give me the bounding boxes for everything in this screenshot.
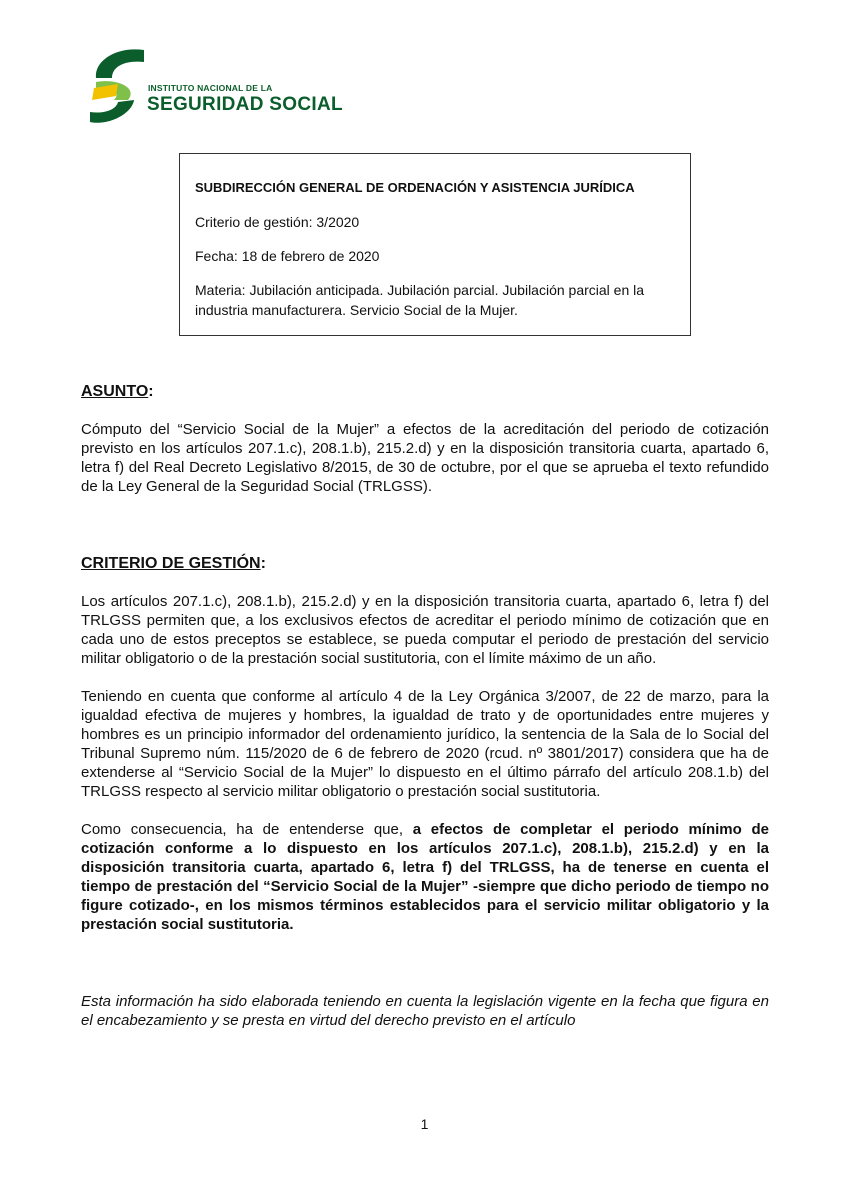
inss-logo-icon	[88, 48, 148, 126]
document-body	[81, 382, 769, 1030]
header-title: SUBDIRECCIÓN GENERAL DE ORDENACIÓN Y ASISTENCIA JURÍDICA	[195, 180, 635, 195]
header-fecha: Fecha: 18 de febrero de 2020	[195, 248, 380, 264]
header-materia: Materia: Jubilación anticipada. Jubilación parcial. Jubilación parcial en la industria manufacturera. Servicio Social de la Mujer.	[195, 282, 645, 318]
criterio-paragraph-2: Teniendo en cuenta que conforme al artículo 4 de la Ley Orgánica 3/2007, de 22 de marzo, para la igualdad efectiva de mujeres y hombres, la igualdad de trato y de oportunidades entre mujeres y hombres es un principio informador del ordenamiento jurídico, la sentencia de la Sala de lo Social del Tribunal Supremo núm. 115/2020 de 6 de febrero de 2020 (rcud. nº 3801/2017) considera que ha de extenderse al “Servicio Social de la Mujer” lo dispuesto en el último párrafo del artículo 208.1.b) del TRLGSS respecto al servicio militar obligatorio o prestación social sustitutoria.	[81, 688, 769, 800]
criterio-paragraph-3: Como consecuencia, ha de entenderse que, a efectos de completar el periodo mínimo de cotización conforme a lo dispuesto en los artículos 207.1.c), 208.1.b), 215.2.d) y en la disposición transitoria cuarta, apartado 6, letra f) del TRLGSS, ha de tenerse en cuenta el tiempo de prestación del “Servicio Social de la Mujer” -siempre que dicho periodo de tiempo no figure cotizado-, en los mismos términos establecidos para el servicio militar obligatorio y la prestación social sustitutoria.	[81, 821, 769, 933]
logo-line-1: INSTITUTO NACIONAL DE LA	[148, 83, 273, 93]
asunto-heading: ASUNTO:	[81, 383, 154, 400]
asunto-text: Cómputo del “Servicio Social de la Mujer” a efectos de la acreditación del periodo de cotización previsto en los artículos 207.1.c), 208.1.b), 215.2.d) y en la disposición transitoria cuarta, apartado 6, letra f) del Real Decreto Legislativo 8/2015, de 30 de octubre, por el que se aprueba el texto refundido de la Ley General de la Seguridad Social (TRLGSS).	[81, 421, 769, 495]
criterio-paragraph-1: Los artículos 207.1.c), 208.1.b), 215.2.d) y en la disposición transitoria cuarta, apartado 6, letra f) del TRLGSS permiten que, a los exclusivos efectos de acreditar el periodo mínimo de cotización que en cada uno de estos preceptos se establece, se pueda computar el periodo de prestación del servicio militar obligatorio o de la prestación social sustitutoria, con el límite máximo de un año.	[81, 593, 769, 667]
footnote-text: Esta información ha sido elaborada teniendo en cuenta la legislación vigente en la fecha que figura en el encabezamiento y se presta en virtud del derecho previsto en el artículo	[81, 993, 769, 1029]
criterio-heading: CRITERIO DE GESTIÓN:	[81, 555, 266, 572]
header-criterio: Criterio de gestión: 3/2020	[195, 214, 360, 230]
inss-logo	[88, 48, 348, 128]
page-number: 1	[420, 1116, 429, 1132]
criterio-bold-text: a efectos de completar el periodo mínimo de cotización conforme a lo dispuesto en los artículos 207.1.c), 208.1.b), 215.2.d) y en la disposición transitoria cuarta, apartado 6, letra f) del TRLGSS, ha de tenerse en cuenta el tiempo de prestación del “Servicio Social de la Mujer” -siempre que dicho periodo de tiempo no figure cotizado-, en los mismos términos establecidos para el servicio militar obligatorio y la prestación social sustitutoria.	[81, 821, 769, 933]
logo-line-2: SEGURIDAD SOCIAL	[147, 94, 343, 115]
header-box	[179, 153, 691, 336]
